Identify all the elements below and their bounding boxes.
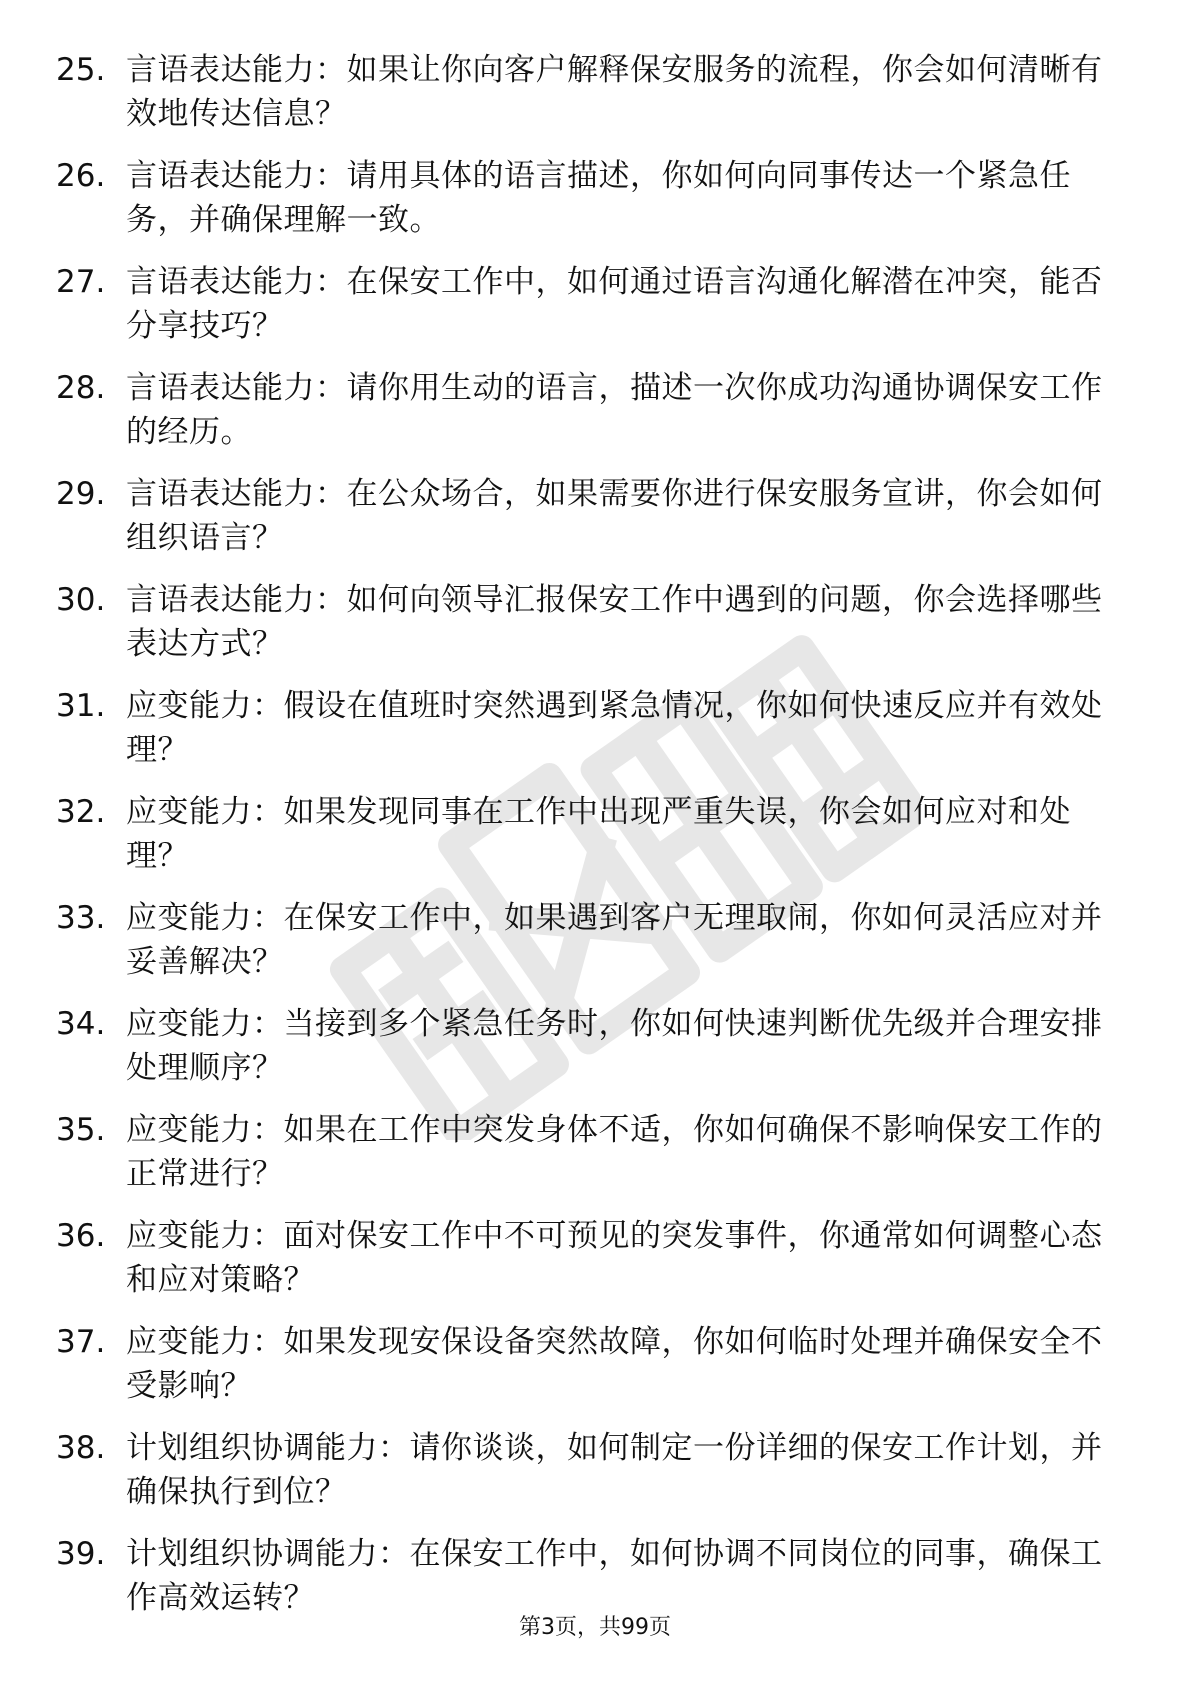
question-text: 应变能力：在保安工作中，如果遇到客户无理取闹，你如何灵活应对并妥善解决？ xyxy=(126,900,1103,980)
question-text: 应变能力：如果发现安保设备突然故障，你如何临时处理并确保安全不受影响？ xyxy=(126,1324,1103,1404)
question-number: 31. xyxy=(56,688,106,724)
question-text: 言语表达能力：如何向领导汇报保安工作中遇到的问题，你会选择哪些表达方式？ xyxy=(126,582,1103,662)
question-number: 38. xyxy=(56,1430,106,1466)
question-item xyxy=(56,896,1116,984)
question-item xyxy=(56,48,1116,136)
question-number: 33. xyxy=(56,900,106,936)
question-item xyxy=(56,472,1116,560)
question-text: 言语表达能力：如果让你向客户解释保安服务的流程，你会如何清晰有效地传达信息？ xyxy=(126,52,1103,132)
question-list xyxy=(56,48,1116,1638)
question-text: 计划组织协调能力：请你谈谈，如何制定一份详细的保安工作计划，并确保执行到位？ xyxy=(126,1430,1103,1510)
question-number: 36. xyxy=(56,1218,106,1254)
question-item xyxy=(56,790,1116,878)
question-text: 言语表达能力：请用具体的语言描述，你如何向同事传达一个紧急任务，并确保理解一致。 xyxy=(126,158,1071,238)
question-number: 32. xyxy=(56,794,106,830)
question-number: 26. xyxy=(56,158,106,194)
question-number: 34. xyxy=(56,1006,106,1042)
question-number: 25. xyxy=(56,52,106,88)
question-item xyxy=(56,1320,1116,1408)
question-text: 应变能力：如果发现同事在工作中出现严重失误，你会如何应对和处理？ xyxy=(126,794,1071,874)
question-number: 28. xyxy=(56,370,106,406)
question-text: 言语表达能力：在保安工作中，如何通过语言沟通化解潜在冲突，能否分享技巧？ xyxy=(126,264,1103,344)
question-number: 39. xyxy=(56,1536,106,1572)
question-text: 应变能力：假设在值班时突然遇到紧急情况，你如何快速反应并有效处理？ xyxy=(126,688,1103,768)
question-number: 27. xyxy=(56,264,106,300)
question-item xyxy=(56,154,1116,242)
question-item xyxy=(56,1002,1116,1090)
question-number: 37. xyxy=(56,1324,106,1360)
question-number: 29. xyxy=(56,476,106,512)
question-item xyxy=(56,1108,1116,1196)
question-number: 35. xyxy=(56,1112,106,1148)
question-item xyxy=(56,578,1116,666)
question-item xyxy=(56,366,1116,454)
question-item xyxy=(56,260,1116,348)
question-item xyxy=(56,684,1116,772)
question-item xyxy=(56,1214,1116,1302)
question-text: 应变能力：当接到多个紧急任务时，你如何快速判断优先级并合理安排处理顺序？ xyxy=(126,1006,1103,1086)
question-text: 计划组织协调能力：在保安工作中，如何协调不同岗位的同事，确保工作高效运转？ xyxy=(126,1536,1103,1616)
question-text: 言语表达能力：请你用生动的语言，描述一次你成功沟通协调保安工作的经历。 xyxy=(126,370,1103,450)
question-item xyxy=(56,1532,1116,1620)
question-item xyxy=(56,1426,1116,1514)
page-footer: 第3页，共99页 xyxy=(519,1615,671,1640)
question-number: 30. xyxy=(56,582,106,618)
question-text: 应变能力：如果在工作中突发身体不适，你如何确保不影响保安工作的正常进行？ xyxy=(126,1112,1103,1192)
question-text: 应变能力：面对保安工作中不可预见的突发事件，你通常如何调整心态和应对策略？ xyxy=(126,1218,1103,1298)
question-text: 言语表达能力：在公众场合，如果需要你进行保安服务宣讲，你会如何组织语言？ xyxy=(126,476,1103,556)
